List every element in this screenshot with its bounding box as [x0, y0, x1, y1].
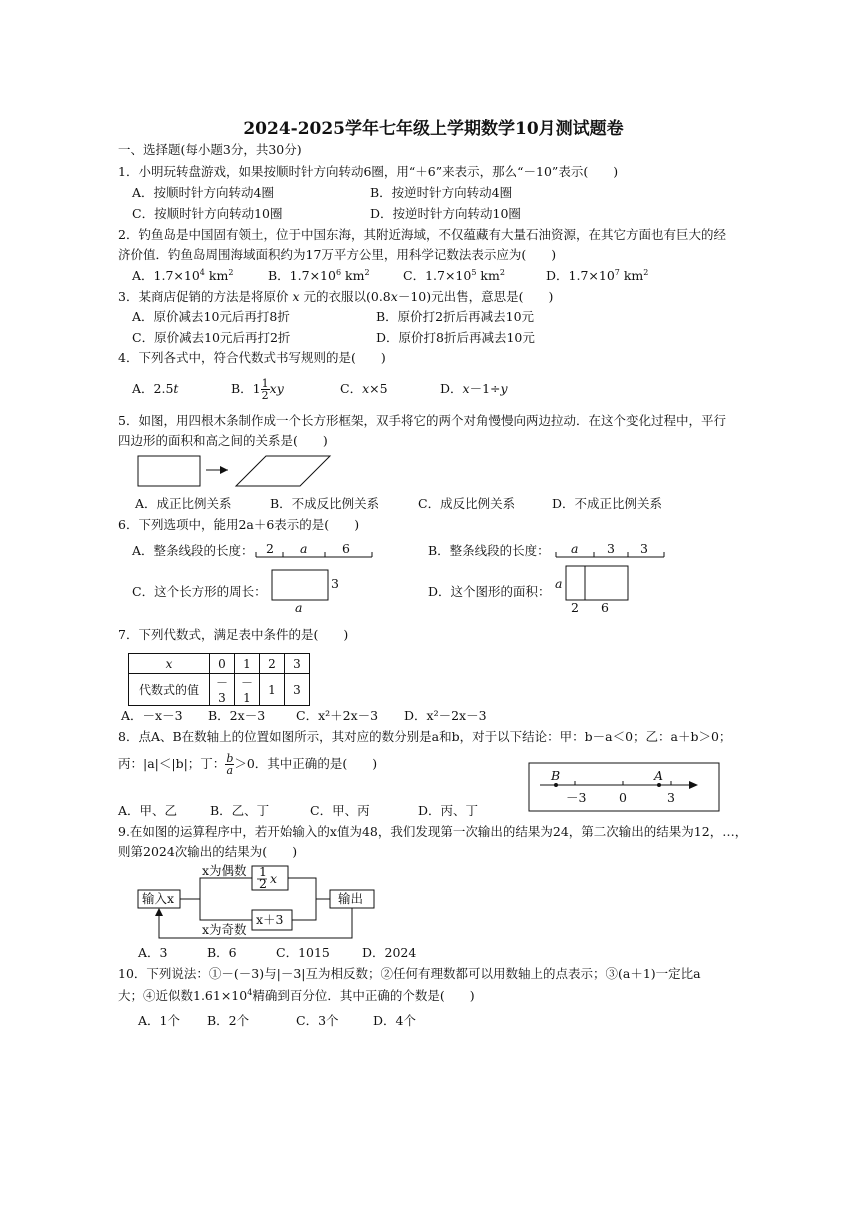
page-title: 2024-2025学年七年级上学期数学10月测试题卷 — [243, 119, 624, 139]
q5-stem-line1: 5．如图，用四根木条制作成一个长方形框架，双手将它的两个对角慢慢向两边拉动．在这个变化过程中，平行 — [118, 413, 726, 428]
tick-label: －3 — [566, 790, 587, 805]
q4-option-a: A．2.5t — [132, 381, 179, 396]
q7-option-a: A．－x－3 — [121, 708, 183, 723]
table-cell: 代数式的值 — [129, 674, 210, 706]
point-a-label: A — [654, 768, 664, 783]
q2-option-a: A．$1.7\times 10^4$ $km^2$ — [132, 267, 234, 283]
q10-stem-line1: 10．下列说法：①－(－3)与|－3|互为相反数；②任何有理数都可以用数轴上的点表示；③(a＋1)一定比a — [118, 966, 701, 981]
q5-option-d: D．不成正比例关系 — [552, 496, 663, 511]
q8-option-a: A．甲、乙 — [118, 803, 178, 818]
q5-option-a: A．成正比例关系 — [135, 496, 232, 511]
plus-box-label: x＋3 — [256, 912, 284, 927]
segment-a-label-3: 6 — [342, 541, 350, 556]
q1-option-a: A．按顺时针方向转动4圈 — [132, 185, 274, 200]
q5-stem-line2: 四边形的面积和高之间的关系是( ) — [118, 433, 328, 448]
q3-option-d: D．原价打8折后再减去10元 — [376, 330, 535, 345]
q4-option-b: B．1 $\frac{1}{2}$ xy — [231, 377, 284, 402]
odd-branch-label: x为奇数 — [202, 922, 247, 937]
q1-option-d: D．按逆时针方向转动10圈 — [370, 206, 521, 221]
table-cell: 3 — [285, 654, 310, 674]
half-denominator: 2 — [259, 876, 267, 891]
q8-option-d: D．丙、丁 — [418, 803, 479, 818]
segment-b-label-2: 3 — [607, 541, 615, 556]
q2-option-d: D．$1.7\times 10^7$ $km^2$ — [546, 267, 649, 283]
q3-option-c: C．原价减去10元后再打2折 — [132, 330, 291, 345]
table-cell: 1 — [235, 654, 260, 674]
q9-option-a: A．3 — [138, 945, 168, 960]
half-numerator: 1 — [259, 864, 267, 879]
q6-option-c: C．这个长方形的周长： — [132, 584, 267, 599]
loop-arrow-head — [155, 908, 163, 916]
q3-option-a: A．原价减去10元后再打8折 — [132, 309, 290, 324]
table-cell: －3 — [210, 674, 235, 706]
q9-stem-line2: 则第2024次输出的结果为( ) — [118, 844, 298, 859]
rectangle-d-label-height: a — [555, 576, 563, 591]
q5-option-c: C．成反比例关系 — [418, 496, 516, 511]
segment-a-label-2: a — [300, 541, 308, 556]
q10-option-b: B．2个 — [207, 1013, 250, 1028]
q6-stem: 6．下列选项中，能用2a＋6表示的是( ) — [118, 517, 360, 532]
q6-option-d: D．这个图形的面积： — [428, 584, 551, 599]
half-var: x — [270, 871, 278, 886]
table-cell: x — [129, 654, 210, 674]
tick-label: 0 — [619, 790, 627, 805]
q1-stem: 1．小明玩转盘游戏，如果按顺时针方向转动6圈，用“＋6”来表示，那么“－10”表示( ) — [118, 164, 619, 179]
q4-option-c: C．x×5 — [340, 381, 388, 396]
table-cell: 1 — [260, 674, 285, 706]
q8-option-c: C．甲、丙 — [310, 803, 370, 818]
rectangle-c-label-height: 3 — [331, 576, 339, 591]
segment-b-label-1: a — [571, 541, 579, 556]
table-cell: 0 — [210, 654, 235, 674]
q2-stem-line1: 2．钓鱼岛是中国固有领土，位于中国东海，其附近海域，不仅蕴藏有大量石油资源，在其它方面也有巨大的经 — [118, 227, 726, 242]
q10-option-c: C．3个 — [296, 1013, 339, 1028]
q7-option-b: B．2x－3 — [208, 708, 266, 723]
table-cell: －1 — [235, 674, 260, 706]
q1-option-c: C．按顺时针方向转动10圈 — [132, 206, 283, 221]
rectangle-c-label-width: a — [295, 600, 303, 615]
q4-option-d: D．x－1÷y — [440, 381, 508, 396]
q10-option-a: A．1个 — [138, 1013, 180, 1028]
input-box-label: 输入x — [142, 891, 175, 906]
q6-option-b: B．整条线段的长度： — [428, 543, 550, 558]
table-cell: 3 — [285, 674, 310, 706]
q6-option-a: A．整条线段的长度： — [132, 543, 254, 558]
q9-option-d: D．2024 — [362, 945, 417, 960]
q2-option-b: B．$1.7\times 10^6$ $km^2$ — [268, 267, 370, 283]
segment-a-label-1: 2 — [266, 541, 274, 556]
q8-stem-line1: 8．点A、B在数轴上的位置如图所示，其对应的数分别是a和b，对于以下结论：甲：b－a＜0；乙：a＋b＞0； — [118, 729, 732, 744]
section-heading: 一、选择题(每小题3分，共30分) — [118, 142, 302, 157]
output-box-label: 输出 — [338, 891, 364, 906]
q7-option-c: C．x²＋2x－3 — [296, 708, 379, 723]
point-b-label: B — [551, 768, 561, 783]
q2-option-c: C．$1.7\times 10^5$ $km^2$ — [403, 267, 505, 283]
q7-option-d: D．x²－2x－3 — [404, 708, 487, 723]
q3-stem: 3．某商店促销的方法是将原价 x 元的衣服以(0.8x－10)元出售，意思是( ) — [118, 289, 554, 304]
q1-option-b: B．按逆时针方向转动4圈 — [370, 185, 513, 200]
rectangle-d-label-2: 6 — [601, 600, 609, 615]
q8-option-b: B．乙、丁 — [210, 803, 270, 818]
q10-stem-line2: 大；④近似数$1.61\times 10^4$精确到百分位．其中正确的个数是( ) — [118, 987, 475, 1003]
table-cell: 2 — [260, 654, 285, 674]
segment-b-label-3: 3 — [640, 541, 648, 556]
q9-stem-line1: 9.在如图的运算程序中，若开始输入的x值为48，我们发现第一次输出的结果为24，第二次输出的结果为12，…， — [118, 824, 748, 839]
q9-option-c: C．1015 — [276, 945, 330, 960]
q9-option-b: B．6 — [207, 945, 237, 960]
q4-stem: 4．下列各式中，符合代数式书写规则的是( ) — [118, 350, 386, 365]
q5-option-b: B．不成反比例关系 — [270, 496, 380, 511]
q8-stem-line2: 丙：|a|＜|b|；丁： $\frac{b}{a}$ ＞0．其中正确的是( ) — [118, 752, 378, 777]
q2-stem-line2: 济价值．钓鱼岛周围海域面积约为17万平方公里，用科学记数法表示应为( ) — [118, 247, 557, 262]
rectangle-d-label-1: 2 — [571, 600, 579, 615]
even-branch-label: x为偶数 — [202, 863, 247, 878]
tick-label: 3 — [667, 790, 675, 805]
q3-option-b: B．原价打2折后再减去10元 — [376, 309, 535, 324]
q10-option-d: D．4个 — [373, 1013, 416, 1028]
q7-stem: 7．下列代数式，满足表中条件的是( ) — [118, 627, 349, 642]
